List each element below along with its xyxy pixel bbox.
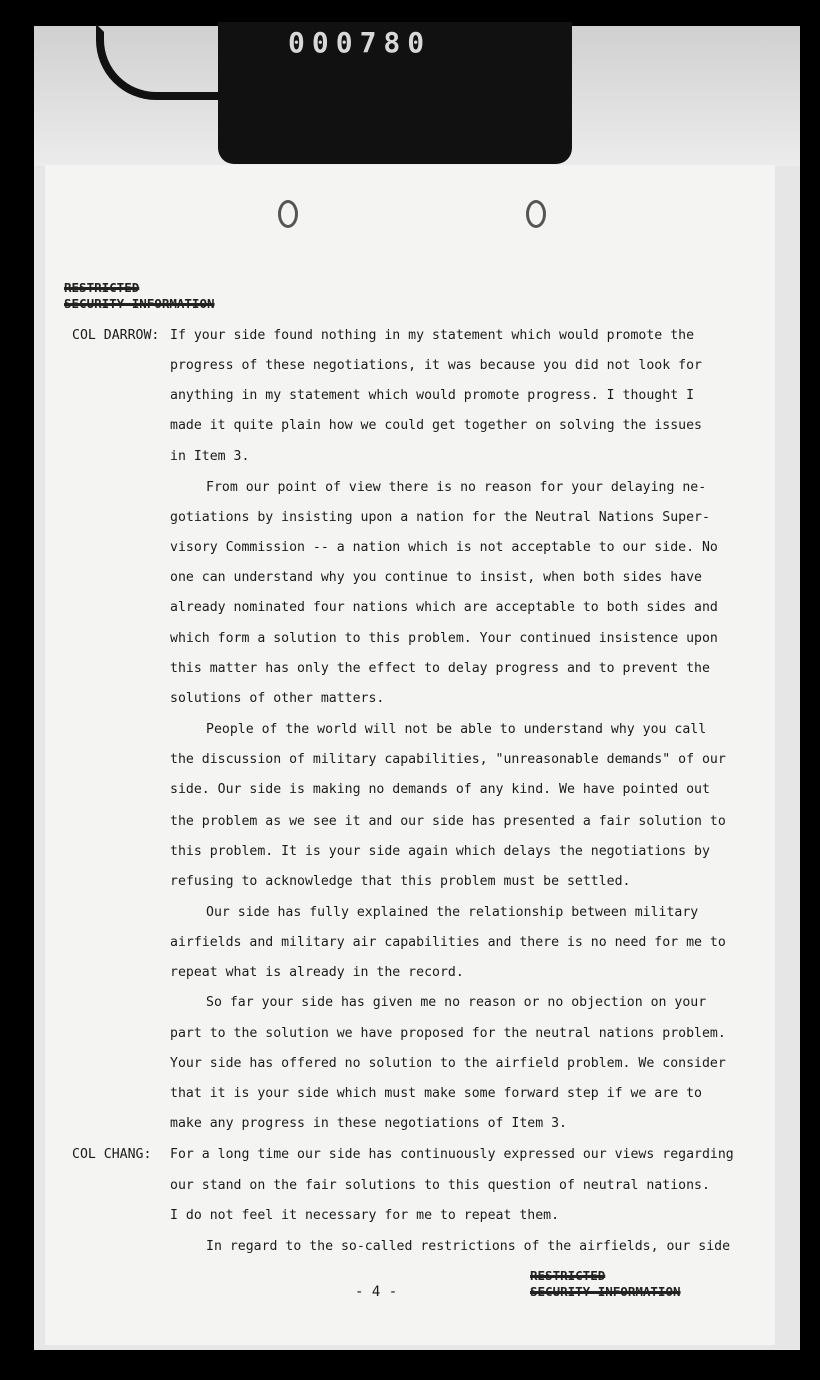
text-line: part to the solution we have proposed for the neutral nations problem. xyxy=(170,1026,726,1041)
text-line: People of the world will not be able to understand why you call xyxy=(206,722,707,737)
text-line: make any progress in these negotiations of Item 3. xyxy=(170,1116,567,1131)
text-line: side. Our side is making no demands of any kind. We have pointed out xyxy=(170,782,710,797)
text-line: I do not feel it necessary for me to repeat them. xyxy=(170,1208,560,1223)
text-line: already nominated four nations which are acceptable to both sides and xyxy=(170,600,718,615)
speaker-col-darrow: COL DARROW: xyxy=(72,328,160,343)
text-line: Your side has offered no solution to the airfield problem. We consider xyxy=(170,1056,726,1071)
text-line: From our point of view there is no reason for your delaying ne- xyxy=(206,480,707,495)
text-line: the problem as we see it and our side has presented a fair solution to xyxy=(170,814,726,829)
text-line: anything in my statement which would promote progress. I thought I xyxy=(170,388,695,403)
text-line: which form a solution to this problem. Your continued insistence upon xyxy=(170,631,718,646)
text-line: this problem. It is your side again which delays the negotiations by xyxy=(170,844,710,859)
text-line: So far your side has given me no reason or no objection on your xyxy=(206,995,707,1010)
text-line: airfields and military air capabilities and there is no need for me to xyxy=(170,935,726,950)
text-line: this matter has only the effect to delay progress and to prevent the xyxy=(170,661,710,676)
footer-security-information: SECURITY INFORMATION xyxy=(530,1284,681,1299)
text-line: In regard to the so-called restrictions of the airfields, our side xyxy=(206,1239,731,1254)
text-line: made it quite plain how we could get together on solving the issues xyxy=(170,418,702,433)
text-line: the discussion of military capabilities, "unreasonable demands" of our xyxy=(170,752,726,767)
text-line: solutions of other matters. xyxy=(170,691,385,706)
header-security-information: SECURITY INFORMATION xyxy=(64,296,215,311)
text-line: refusing to acknowledge that this problem must be settled. xyxy=(170,874,631,889)
punch-hole-right xyxy=(526,200,546,228)
text-line: Our side has fully explained the relationship between military xyxy=(206,905,699,920)
text-line: in Item 3. xyxy=(170,449,250,464)
header-restricted: RESTRICTED xyxy=(64,280,140,295)
punch-hole-left xyxy=(278,200,298,228)
frame-counter: 000780 xyxy=(288,26,432,59)
text-line: gotiations by insisting upon a nation for the Neutral Nations Super- xyxy=(170,510,710,525)
text-line: For a long time our side has continuously expressed our views regarding xyxy=(170,1147,734,1162)
text-line: our stand on the fair solutions to this question of neutral nations. xyxy=(170,1178,710,1193)
page-number: - 4 - xyxy=(355,1284,398,1300)
text-line: one can understand why you continue to insist, when both sides have xyxy=(170,570,702,585)
text-line: If your side found nothing in my statement which would promote the xyxy=(170,328,695,343)
text-line: that it is your side which must make some forward step if we are to xyxy=(170,1086,702,1101)
text-line: visory Commission -- a nation which is not acceptable to our side. No xyxy=(170,540,718,555)
text-line: repeat what is already in the record. xyxy=(170,965,464,980)
footer-restricted: RESTRICTED xyxy=(530,1268,606,1283)
text-line: progress of these negotiations, it was because you did not look for xyxy=(170,358,702,373)
speaker-col-chang: COL CHANG: xyxy=(72,1147,152,1162)
